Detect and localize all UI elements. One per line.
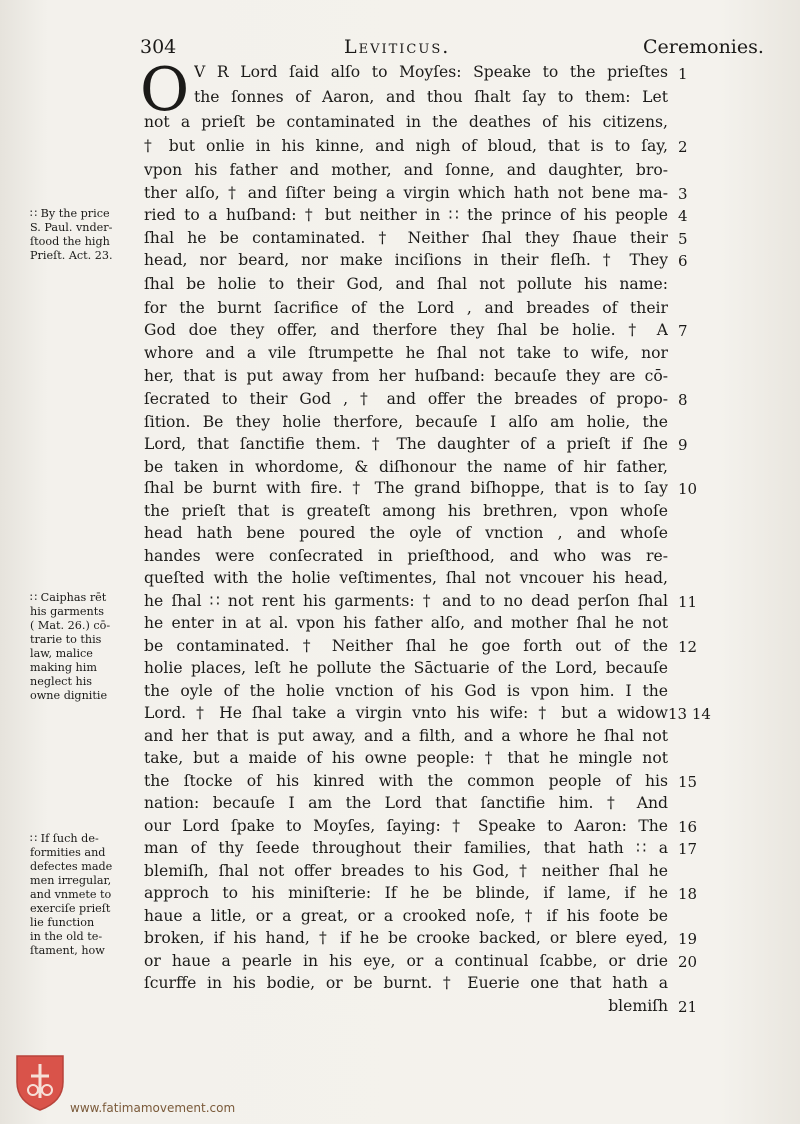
text-line: blemiſh, ſhal not offer breades to his God, † neither ſhal he <box>144 862 668 880</box>
verse-number: 20 <box>678 953 698 971</box>
watermark-url[interactable]: www.fatimamovement.com <box>70 1101 236 1115</box>
text-line: blemiſh <box>608 997 668 1015</box>
margin-note-line: owne dignitie <box>30 689 108 702</box>
text-line: man of thy ſeede throughout their families, that hath ∷ a <box>144 839 668 857</box>
running-title: Leviticus. <box>344 36 451 58</box>
margin-note-line: his garments <box>30 605 104 618</box>
text-line: ſhal be burnt with fire. † The grand biſhoppe, that is to ſay <box>144 479 668 497</box>
text-line: ried to a huſband: † but neither in ∷ the prince of his people <box>144 206 668 224</box>
margin-note <box>30 591 142 703</box>
margin-note-line: men irregular, <box>30 874 112 887</box>
text-line: the prieſt that is greateſt among his brethren, vpon whoſe <box>144 502 668 520</box>
text-line: for the burnt ſacrifice of the Lord , and breades of their <box>144 299 668 317</box>
verse-number: 13 14 <box>668 705 711 723</box>
text-line: the ſtocke of his kinred with the common people of his <box>144 772 668 790</box>
text-line: approch to his miniſterie: If he be blinde, if lame, if he <box>144 884 668 902</box>
text-line: ſcurffe in his bodie, or be burnt. † Euerie one that hath a <box>144 974 668 992</box>
text-line: queſted with the holie veſtimentes, ſhal not vncouer his head, <box>144 569 668 587</box>
verse-number: 16 <box>678 818 698 836</box>
text-line: head, nor beard, nor make inciſions in their fleſh. † They <box>144 251 668 269</box>
margin-note-line: and vnmete to <box>30 888 112 901</box>
text-line: take, but a maide of his owne people: † that he mingle not <box>144 749 668 767</box>
verse-number: 9 <box>678 436 688 454</box>
coat-of-arms-logo <box>13 1052 67 1112</box>
margin-note-line: ſtament, how <box>30 944 105 957</box>
margin-note-line: making him <box>30 661 97 674</box>
section-title: Ceremonies. <box>643 36 764 58</box>
verse-number: 7 <box>678 322 688 340</box>
drop-cap: O <box>140 55 190 125</box>
text-line: ſition. Be they holie therfore, becauſe I alſo am holie, the <box>144 413 668 431</box>
verse-number: 5 <box>678 230 688 248</box>
margin-note-line: ∷ If ſuch de- <box>30 832 99 845</box>
text-line: nation: becauſe I am the Lord that ſanctifie him. † And <box>144 794 668 812</box>
text-line: her, that is put away from her huſband: becauſe they are cō- <box>144 367 668 385</box>
text-line: † but onlie in his kinne, and nigh of bloud, that is to ſay, <box>144 137 668 155</box>
margin-note-line: ∷ By the price <box>30 207 110 220</box>
verse-number: 11 <box>678 593 698 611</box>
verse-number: 12 <box>678 638 698 656</box>
verse-number: 15 <box>678 773 698 791</box>
text-line: ſecrated to their God , † and offer the breades of propo- <box>144 390 668 408</box>
text-line: haue a litle, or a great, or a crooked noſe, † if his foote be <box>144 907 668 925</box>
margin-note-line: trarie to this <box>30 633 102 646</box>
verse-number: 18 <box>678 885 698 903</box>
text-line: God doe they offer, and therfore they ſhal be holie. † A <box>144 321 668 339</box>
margin-note-line: defectes made <box>30 860 113 873</box>
text-line: our Lord ſpake to Moyſes, ſaying: † Speake to Aaron: The <box>144 817 668 835</box>
text-line: Lord, that ſanctifie them. † The daughter of a prieſt if ſhe <box>144 435 668 453</box>
verse-number: 21 <box>678 998 698 1016</box>
verse-number: 2 <box>678 138 688 156</box>
margin-note-line: lie function <box>30 916 95 929</box>
verse-number: 10 <box>678 480 698 498</box>
text-line: whore and a vile ſtrumpette he ſhal not take to wife, nor <box>144 344 668 362</box>
text-line: vpon his father and mother, and ſonne, and daughter, bro- <box>144 161 668 179</box>
text-line: be contaminated. † Neither ſhal he goe forth out of the <box>144 637 668 655</box>
margin-note-line: law, malice <box>30 647 93 660</box>
margin-note-line: neglect his <box>30 675 93 688</box>
verse-number: 17 <box>678 840 698 858</box>
margin-note-line: ſtood the high <box>30 235 110 248</box>
margin-note-line: exerciſe prieſt <box>30 902 111 915</box>
verse-number: 19 <box>678 930 698 948</box>
verse-number: 6 <box>678 252 688 270</box>
text-line: broken, if his hand, † if he be crooke backed, or blere eyed, <box>144 929 668 947</box>
text-line: the ſonnes of Aaron, and thou ſhalt ſay to them: Let <box>194 88 668 106</box>
margin-note-line: in the old te- <box>30 930 103 943</box>
text-line: ther alſo, † and ſiſter being a virgin which hath not bene ma- <box>144 184 668 202</box>
verse-number: 1 <box>678 65 688 83</box>
text-line: ſhal be holie to their God, and ſhal not pollute his name: <box>144 275 668 293</box>
text-line: V R Lord ſaid alſo to Moyſes: Speake to the prieſtes <box>194 63 668 81</box>
margin-note-line: formities and <box>30 846 106 859</box>
margin-note-line: Prieſt. Act. 23. <box>30 249 113 262</box>
margin-note <box>30 207 142 263</box>
page-number: 304 <box>140 36 177 58</box>
text-line: the oyle of the holie vnction of his God is vpon him. I the <box>144 682 668 700</box>
text-line: he enter in at al. vpon his father alſo, and mother ſhal he not <box>144 614 668 632</box>
text-line: handes were conſecrated in prieſthood, and who was re- <box>144 547 668 565</box>
text-line: Lord. † He ſhal take a virgin vnto his wife: † but a widow <box>144 704 668 722</box>
text-line: or haue a pearle in his eye, or a continual ſcabbe, or drie <box>144 952 668 970</box>
text-line: holie places, leſt he pollute the Sāctuarie of the Lord, becauſe <box>144 659 668 677</box>
verse-number: 4 <box>678 207 688 225</box>
margin-note-line: ( Mat. 26.) cō- <box>30 619 111 632</box>
text-line: not a prieſt be contaminated in the deathes of his citizens, <box>144 113 668 131</box>
text-line: head hath bene poured the oyle of vnction , and whoſe <box>144 524 668 542</box>
margin-note-line: ∷ Caiphas rēt <box>30 591 107 604</box>
verse-number: 8 <box>678 391 688 409</box>
text-line: be taken in whordome, & diſhonour the name of hir father, <box>144 458 668 476</box>
verse-number: 3 <box>678 185 688 203</box>
text-line: and her that is put away, and a filth, and a whore he ſhal not <box>144 727 668 745</box>
margin-note <box>30 832 142 958</box>
text-line: he ſhal ∷ not rent his garments: † and to no dead perſon ſhal <box>144 592 668 610</box>
text-line: ſhal he be contaminated. † Neither ſhal they ſhaue their <box>144 229 668 247</box>
margin-note-line: S. Paul. vnder- <box>30 221 113 234</box>
